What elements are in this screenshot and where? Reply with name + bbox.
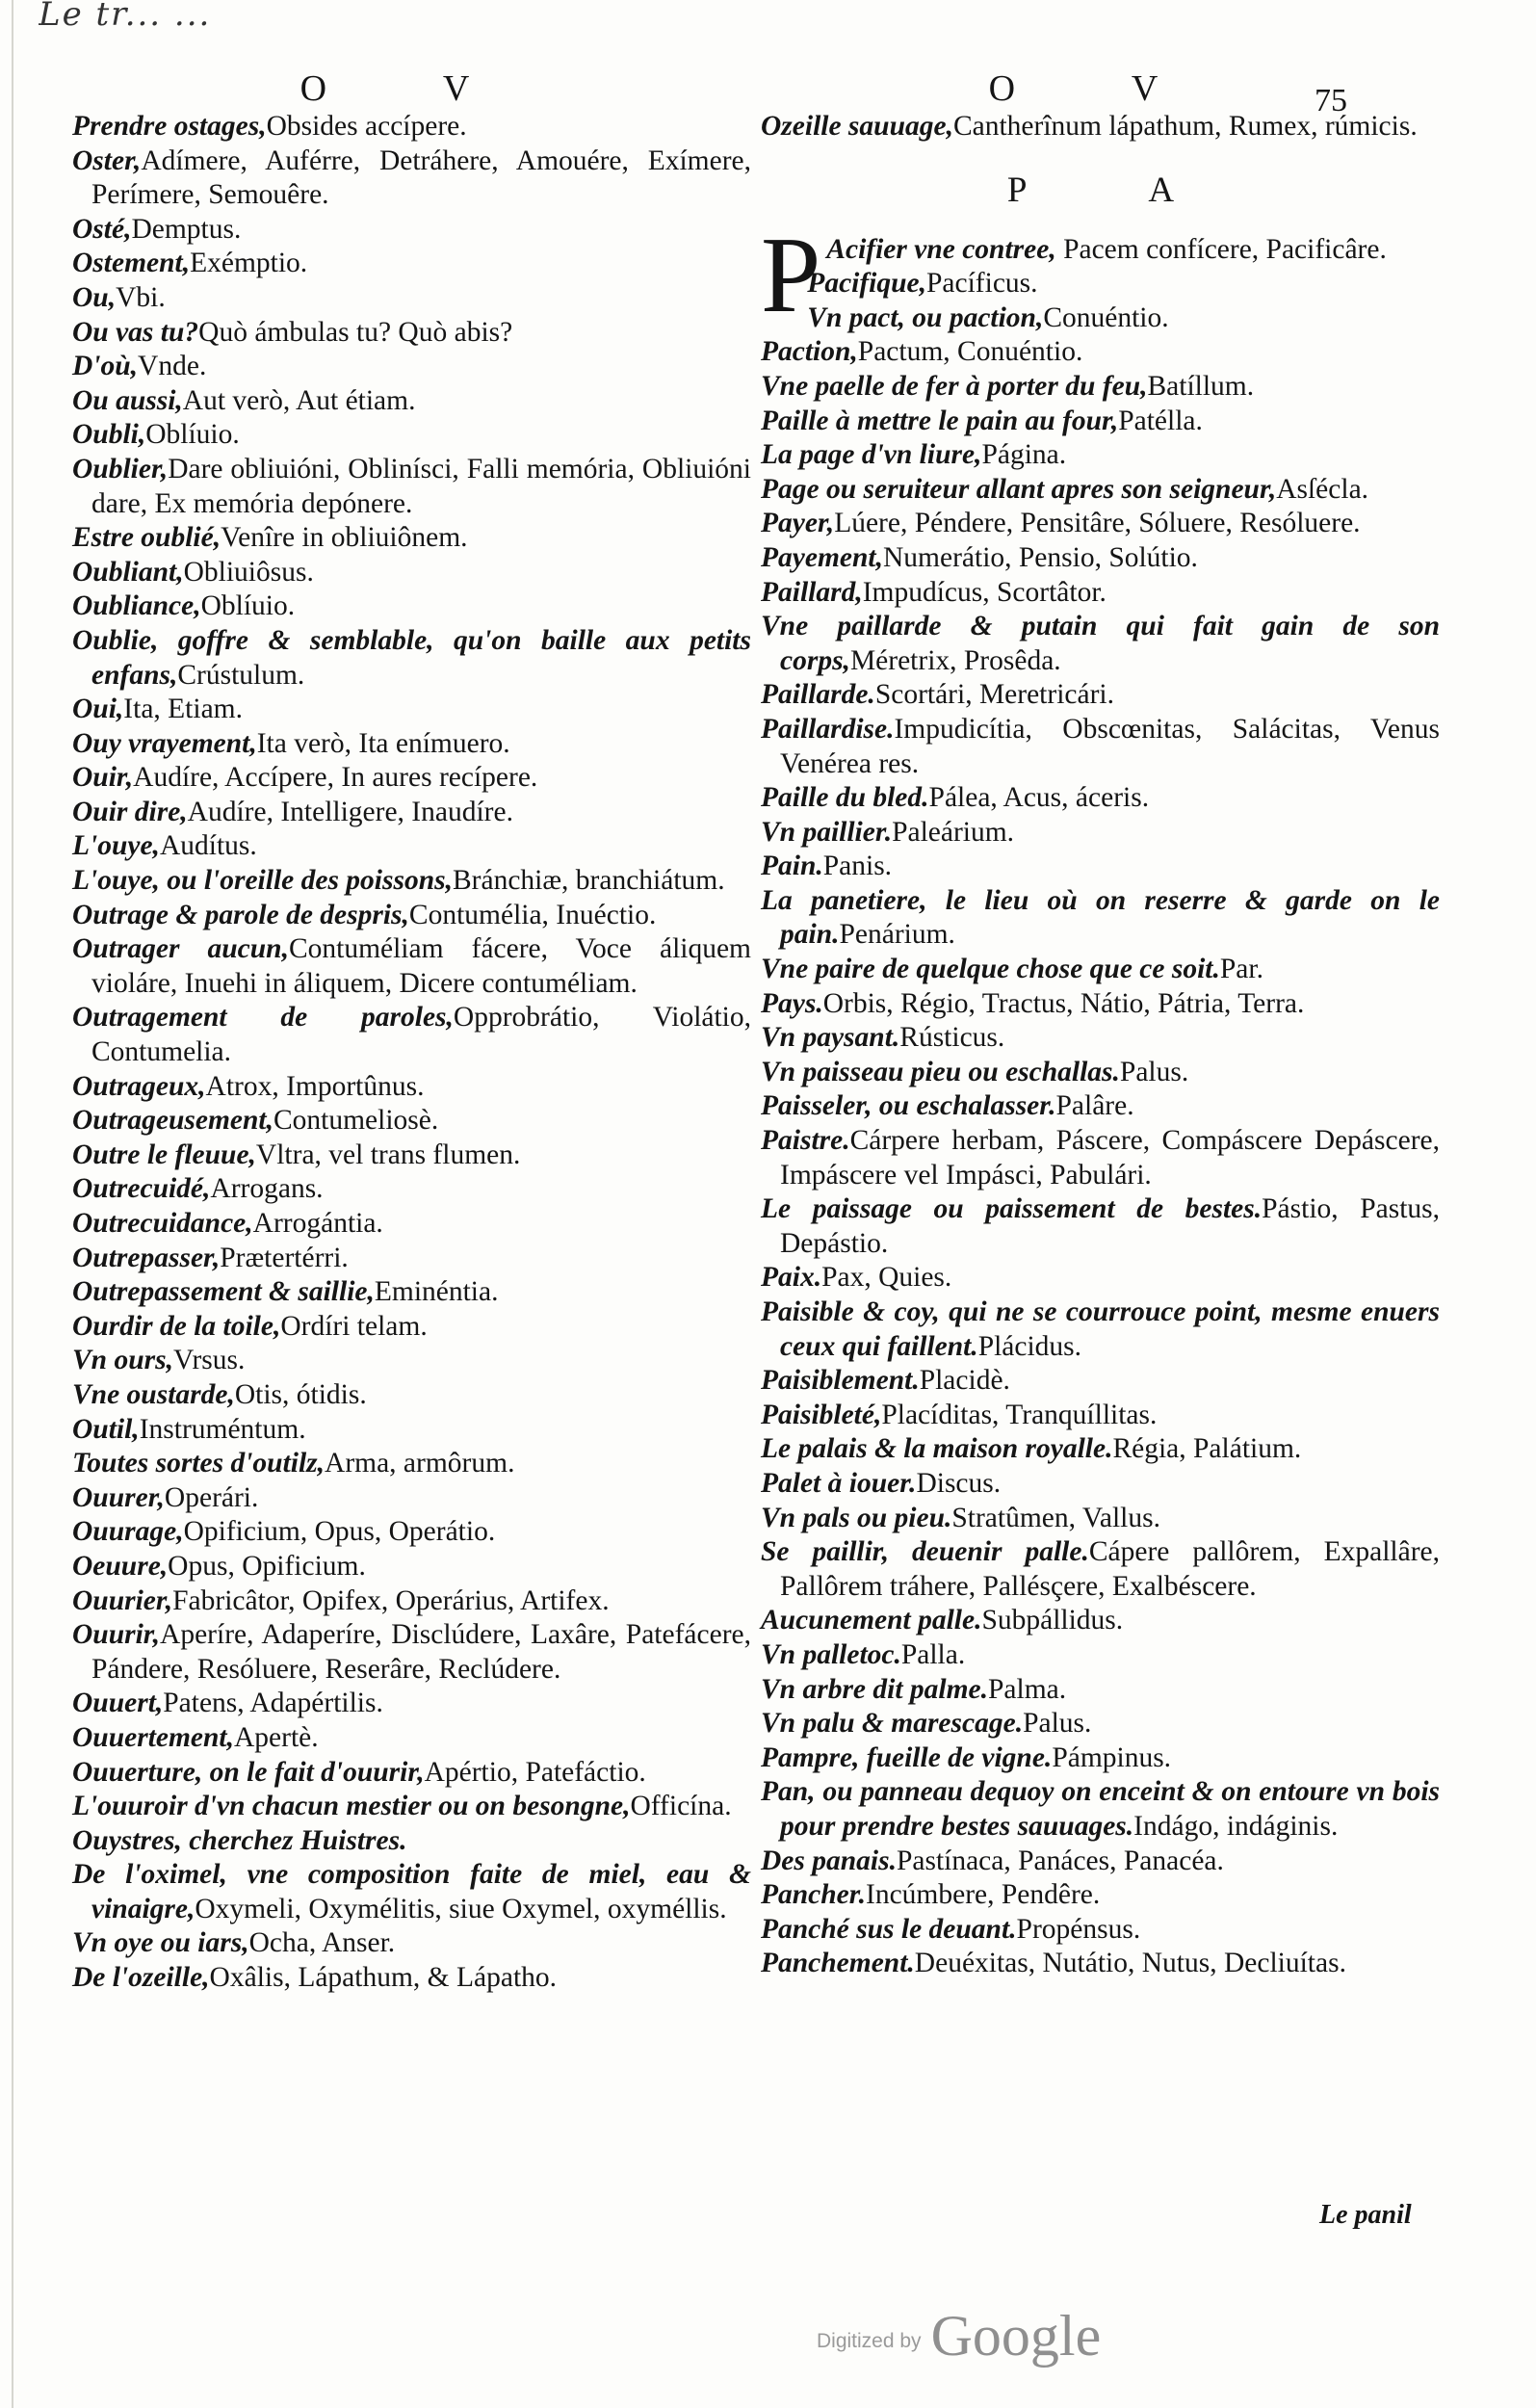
entry-gloss: Batíllum. (1147, 370, 1255, 402)
entry-headword: Le palais & la maison royalle. (761, 1433, 1113, 1465)
entry-headword: Vne paillarde & putain qui fait gain de son corps, (761, 611, 1440, 676)
entry-gloss: Operári. (164, 1481, 259, 1513)
dictionary-entry (72, 1926, 751, 1961)
dictionary-entry (761, 610, 1440, 678)
entry-headword: Pays. (761, 987, 823, 1019)
dictionary-entry (761, 884, 1440, 953)
entry-headword: Paillardise. (761, 713, 895, 745)
entry-gloss: Patens, Adapértilis. (163, 1688, 383, 1719)
dictionary-entry (761, 1089, 1440, 1124)
dictionary-entry (761, 678, 1440, 713)
entry-headword: Outre le fleuue, (72, 1139, 256, 1170)
dictionary-entry (72, 1070, 751, 1105)
dictionary-entry (72, 761, 751, 796)
entry-headword: Pacifique, (807, 268, 927, 300)
entry-gloss: Aut verò, Aut étiam. (182, 384, 416, 416)
entry-headword: Ouuerture, on le fait d'ouurir, (72, 1756, 425, 1788)
entry-gloss: Pámpinus. (1052, 1741, 1172, 1773)
dictionary-entry (761, 335, 1440, 370)
entry-gloss: Numerátio, Pensio, Solútio. (882, 541, 1198, 573)
entry-gloss: Oxymeli, Oxymélitis, siue Oxymel, oxyméllis. (195, 1893, 727, 1924)
dictionary-entry (72, 247, 751, 281)
entry-gloss: Contuméliam fácere, Voce áliquem violáre, Inuehi in áliquem, Dicere contuméliam. (91, 933, 752, 999)
dictionary-entry (761, 267, 1440, 301)
dictionary-entry (72, 384, 751, 419)
digitized-by-label: Digitized by (817, 2330, 922, 2352)
entry-headword: La panetiere, le lieu où on reserre & garde on le pain. (761, 884, 1440, 951)
entry-gloss: Arrogántia. (252, 1208, 383, 1239)
dictionary-entry (72, 932, 751, 1001)
entry-headword: Outragement de paroles, (72, 1002, 454, 1034)
dictionary-entry (72, 1687, 751, 1721)
dictionary-entry (761, 816, 1440, 851)
entry-headword: Ouystres, cherchez Huistres. (72, 1824, 407, 1856)
entry-gloss: Obliuiôsus. (183, 556, 314, 588)
entry-gloss: Oxâlis, Lápathum, & Lápatho. (209, 1962, 558, 1994)
entry-gloss: Officína. (630, 1791, 732, 1822)
entry-headword: Panché sus le deuant. (761, 1913, 1017, 1945)
cropped-top-line: Le tr... ... (39, 0, 212, 29)
entry-headword: Estre oublié, (72, 522, 221, 554)
dictionary-entry (761, 1192, 1440, 1261)
entry-headword: Ouir dire, (72, 796, 188, 827)
entry-gloss: Rústicus. (899, 1022, 1005, 1054)
entry-headword: Toutes sortes d'outilz, (72, 1448, 325, 1479)
entry-headword: Ouir, (72, 762, 134, 794)
entry-headword: Ou, (72, 281, 117, 313)
entry-headword: Outrager aucun, (72, 933, 289, 965)
dictionary-entry (761, 1296, 1440, 1364)
entry-gloss: Lúere, Péndere, Pensitâre, Sóluere, Resóluere. (834, 508, 1361, 539)
dictionary-entry (72, 829, 751, 864)
dictionary-entry (72, 418, 751, 453)
entry-headword: Paisible & coy, qui ne se courrouce point, mesme enuers ceux qui faillent. (761, 1296, 1440, 1362)
dictionary-entry (761, 301, 1440, 336)
entry-gloss: Placidè. (919, 1365, 1010, 1397)
entry-gloss: Indágo, indáginis. (1133, 1810, 1339, 1842)
dictionary-entry (72, 1756, 751, 1791)
entry-headword: Paille à mettre le pain au four, (761, 405, 1119, 436)
entry-headword: Ouurage, (72, 1516, 184, 1548)
entry-headword: Ouurir, (72, 1619, 161, 1651)
entry-headword: Pan, ou panneau dequoy on enceint & on entoure vn bois pour prendre bestes sauuages. (761, 1776, 1440, 1842)
entry-headword: Outrage & parole de despris, (72, 899, 409, 930)
entry-headword: Oublier, (72, 453, 169, 484)
entry-headword: Paisseler, ou eschalasser. (761, 1090, 1056, 1122)
dictionary-entry (72, 727, 751, 762)
entry-headword: Ouy vrayement, (72, 727, 257, 759)
dictionary-entry (72, 1584, 751, 1619)
entry-headword: Paillarde. (761, 679, 875, 711)
entry-headword: Outrageux, (72, 1070, 206, 1102)
entry-gloss: Plácidus. (977, 1330, 1082, 1362)
dictionary-entry (761, 576, 1440, 611)
dictionary-entry (72, 281, 751, 316)
dictionary-entry (72, 1378, 751, 1413)
catchword: Le panil (1319, 2200, 1412, 2230)
entry-gloss: Venîre in obliuiônem. (221, 522, 468, 554)
dictionary-entry (761, 1673, 1440, 1708)
entry-gloss: Contumélia, Inuéctio. (408, 899, 657, 930)
entry-headword: Payer, (761, 508, 835, 539)
entry-headword: Vn paysant. (761, 1022, 900, 1054)
dictionary-entry (761, 1399, 1440, 1433)
entry-headword: Oubliance, (72, 590, 201, 622)
dictionary-entry (72, 1172, 751, 1207)
entry-headword: Paisibleté, (761, 1399, 882, 1430)
dictionary-entry (761, 405, 1440, 439)
dictionary-entry (72, 624, 751, 693)
entry-headword: Pampre, fueille de vigne. (761, 1741, 1053, 1773)
entry-gloss: Propénsus. (1016, 1913, 1141, 1945)
entry-headword: Ouuertement, (72, 1721, 234, 1753)
entry-headword: Palet à iouer. (761, 1467, 917, 1499)
dictionary-entry (72, 899, 751, 933)
dropcap: P (761, 215, 821, 335)
entry-gloss: Aperíre, Adaperíre, Disclúdere, Laxâre, Patefácere, Pándere, Resóluere, Reserâre, Reclúdere. (91, 1619, 751, 1685)
entry-gloss: Deuéxitas, Nutátio, Nutus, Decliuítas. (914, 1948, 1346, 1979)
dictionary-entry (72, 1824, 751, 1859)
entry-gloss: Instruméntum. (139, 1413, 306, 1445)
dictionary-entry (72, 1515, 751, 1550)
entry-headword: Vne paelle de fer à porter du feu, (761, 370, 1148, 402)
entry-headword: Vn palletoc. (761, 1638, 901, 1670)
entry-headword: De l'oximel, vne composition faite de miel, eau & vinaigre, (72, 1859, 751, 1924)
entry-headword: Vn ours, (72, 1345, 173, 1376)
entry-headword: Ou aussi, (72, 384, 183, 416)
entry-headword: Vn oye ou iars, (72, 1927, 249, 1959)
entry-headword: Des panais. (761, 1845, 897, 1876)
entry-headword: Payement, (761, 541, 883, 573)
entry-headword: Outrecuidé, (72, 1173, 211, 1205)
dictionary-entry (761, 110, 1440, 144)
entry-gloss: Placíditas, Tranquíllitas. (881, 1399, 1158, 1430)
right-column-header: O V (988, 68, 1212, 109)
entry-gloss: Oblíuio. (145, 419, 240, 451)
entry-gloss: Obsides accípere. (266, 111, 467, 142)
entry-gloss: Otis, ótidis. (234, 1378, 367, 1410)
entry-headword: Oui, (72, 694, 124, 725)
dictionary-entry (72, 693, 751, 727)
digitized-watermark (817, 2304, 1102, 2368)
entry-headword: Osté, (72, 213, 132, 245)
entry-gloss: Pacem confícere, Pacificâre. (1063, 233, 1387, 265)
entry-gloss: Ordíri telam. (280, 1310, 428, 1342)
entry-gloss: Contumeliosè. (273, 1105, 439, 1137)
dictionary-entry (761, 1467, 1440, 1502)
dictionary-entry (72, 1790, 751, 1824)
dictionary-entry (761, 781, 1440, 816)
entry-headword: Aucunement palle. (761, 1605, 982, 1636)
entry-headword: Paillard, (761, 576, 863, 608)
entry-gloss: Apértio, Patefáctio. (424, 1756, 646, 1788)
entry-gloss: Pax, Quies. (821, 1262, 952, 1294)
entry-gloss: Palma. (988, 1673, 1067, 1705)
entry-headword: L'ouuroir d'vn chacun mestier ou on besongne, (72, 1791, 631, 1822)
entry-headword: Acifier vne contree, (826, 233, 1056, 265)
entry-gloss: Incúmbere, Pendêre. (866, 1879, 1101, 1911)
dictionary-entry (761, 1502, 1440, 1536)
entry-headword: Outrepasser, (72, 1242, 221, 1273)
entry-gloss: Conuéntio. (1043, 301, 1169, 333)
entry-gloss: Cárpere herbam, Páscere, Compáscere Depáscere, Impáscere vel Impásci, Pabulári. (780, 1125, 1440, 1191)
entry-headword: Le paissage ou paissement de bestes. (761, 1193, 1263, 1225)
entry-gloss: Apertè. (234, 1721, 319, 1753)
entry-gloss: Audíre, Accípere, In aures recípere. (133, 762, 538, 794)
entry-headword: L'ouye, ou l'oreille des poissons, (72, 865, 453, 897)
entry-headword: Vn paisseau pieu ou eschallas. (761, 1056, 1120, 1087)
entry-gloss: Pactum, Conuéntio. (857, 336, 1083, 368)
entry-gloss: Cantherînum lápathum, Rumex, rúmicis. (952, 111, 1418, 142)
dictionary-entry (72, 350, 751, 384)
left-column (72, 67, 751, 1996)
entry-gloss: Penárium. (839, 919, 955, 951)
dictionary-entry (761, 1913, 1440, 1948)
dictionary-entry (761, 1707, 1440, 1741)
dictionary-entry (761, 850, 1440, 884)
entry-headword: Vn pact, ou paction, (807, 301, 1044, 333)
left-entries (72, 110, 751, 1996)
dictionary-entry (761, 507, 1440, 541)
entry-gloss: Vrsus. (172, 1345, 246, 1376)
dictionary-entry (72, 1104, 751, 1139)
entry-gloss: Dare obliuióni, Oblinísci, Falli memória, Obliuióni dare, Ex memória depónere. (91, 453, 751, 519)
entry-gloss: Opprobrátio, Violátio, Contumelia. (91, 1002, 751, 1068)
entry-gloss: Arma, armôrum. (325, 1448, 515, 1479)
google-logo: Google (930, 2304, 1102, 2368)
entry-gloss: Bránchiæ, branchiátum. (452, 865, 725, 897)
entry-headword: Ostement, (72, 248, 191, 279)
dictionary-entry (761, 1604, 1440, 1638)
entry-headword: Paisiblement. (761, 1365, 920, 1397)
entry-gloss: Palus. (1119, 1056, 1189, 1087)
entry-gloss: Paleárium. (892, 816, 1015, 848)
entry-gloss: Par. (1219, 954, 1263, 985)
entry-gloss: Opus, Opificium. (168, 1550, 366, 1582)
entry-headword: Oubliant, (72, 556, 184, 588)
dictionary-entry (72, 453, 751, 521)
entry-headword: Outil, (72, 1413, 140, 1445)
dictionary-entry (72, 864, 751, 899)
dictionary-entry (72, 1207, 751, 1242)
dictionary-entry (761, 1432, 1440, 1467)
dictionary-entry (761, 1878, 1440, 1913)
entry-headword: Ou vas tu? (72, 316, 199, 348)
entry-gloss: Vltra, vel trans flumen. (255, 1139, 521, 1170)
entry-gloss: Eminéntia. (374, 1276, 499, 1308)
entry-gloss: Ocha, Anser. (248, 1927, 396, 1959)
entry-headword: Vne oustarde, (72, 1378, 235, 1410)
entry-headword: Ouurier, (72, 1584, 173, 1616)
entry-gloss: Atrox, Importûnus. (205, 1070, 425, 1102)
entry-gloss: Subpállidus. (981, 1605, 1124, 1636)
entry-headword: Oeuure, (72, 1550, 169, 1582)
dictionary-entry (761, 1021, 1440, 1056)
entry-headword: Oublie, goffre & semblable, qu'on baille aux petits enfans, (72, 624, 751, 691)
entry-headword: Se paillir, deuenir palle. (761, 1536, 1089, 1568)
entry-gloss: Pástio, Pastus, Depástio. (780, 1193, 1441, 1259)
section-title: P A (1006, 170, 1233, 210)
page-edge (12, 0, 13, 2408)
dictionary-entry (761, 953, 1440, 987)
entry-gloss: Patélla. (1118, 405, 1203, 436)
right-entries (761, 267, 1440, 1981)
dictionary-entry (72, 1447, 751, 1481)
right-column (761, 67, 1440, 1981)
dictionary-entry (761, 1056, 1440, 1090)
entry-gloss: Scortári, Meretricári. (874, 679, 1114, 711)
entry-headword: L'ouye, (72, 830, 160, 862)
entry-gloss: Crústulum. (177, 659, 305, 691)
dictionary-entry (761, 1261, 1440, 1296)
entry-headword: Paix. (761, 1262, 822, 1294)
entry-gloss: Impudícus, Scortâtor. (862, 576, 1106, 608)
entry-headword: Ozeille sauuage, (761, 111, 953, 142)
entry-gloss: Panis. (822, 851, 893, 882)
dictionary-entry (72, 144, 751, 213)
entry-gloss: Audítus. (159, 830, 257, 862)
entry-gloss: Palâre. (1055, 1090, 1134, 1122)
dictionary-entry (761, 1845, 1440, 1879)
entry-headword: Pain. (761, 851, 823, 882)
dictionary-entry (761, 987, 1440, 1022)
dictionary-entry (761, 1638, 1440, 1673)
entry-headword: Outrageusement, (72, 1105, 273, 1137)
dictionary-entry (72, 1001, 751, 1069)
entry-headword: Oster, (72, 144, 142, 176)
entry-gloss: Página. (981, 439, 1067, 471)
dictionary-entry (72, 213, 751, 248)
dictionary-entry (72, 1310, 751, 1345)
entry-headword: Vn paillier. (761, 816, 893, 848)
right-pre-entries (761, 110, 1440, 144)
dictionary-entry (72, 110, 751, 144)
entry-gloss: Orbis, Régio, Tractus, Nátio, Pátria, Terra. (822, 987, 1305, 1019)
entry-headword: Oubli, (72, 419, 146, 451)
entry-headword: Vn pals ou pieu. (761, 1502, 952, 1533)
entry-gloss: Ita verò, Ita enímuero. (256, 727, 510, 759)
dictionary-entry (72, 1618, 751, 1687)
entry-gloss: Cápere pallôrem, Expallâre, Pallôrem tráhere, Pallésçere, Exalbéscere. (780, 1536, 1440, 1602)
dictionary-entry (761, 1741, 1440, 1776)
entry-gloss: Discus. (916, 1467, 1002, 1499)
entry-gloss: Palus. (1023, 1708, 1092, 1740)
dictionary-entry (72, 1413, 751, 1448)
entry-gloss: Demptus. (131, 213, 242, 245)
entry-gloss: Exémptio. (190, 248, 308, 279)
entry-gloss: Prætertérri. (220, 1242, 349, 1273)
entry-headword: Prendre ostages, (72, 111, 267, 142)
dictionary-entry (72, 556, 751, 590)
entry-headword: La page d'vn liure, (761, 439, 982, 471)
entry-headword: Ouurer, (72, 1481, 165, 1513)
dictionary-entry (761, 1775, 1440, 1844)
entry-gloss: Fabricâtor, Opifex, Operárius, Artifex. (172, 1584, 610, 1616)
left-column-header: O V (299, 68, 524, 109)
entry-headword: Vn palu & marescage. (761, 1708, 1024, 1740)
dictionary-entry (761, 713, 1440, 781)
entry-gloss: Adímere, Auférre, Detráhere, Amouére, Exímere, Perímere, Semouêre. (91, 144, 751, 211)
entry-gloss: Méretrix, Prosêda. (849, 644, 1061, 676)
dictionary-entry (72, 1550, 751, 1584)
entry-headword: Outrepassement & saillie, (72, 1276, 375, 1308)
entry-headword: D'où, (72, 351, 139, 382)
dictionary-entry (72, 1961, 751, 1996)
entry-gloss: Arrogans. (210, 1173, 324, 1205)
entry-gloss: Impudicítia, Obscœnitas, Salácitas, Venus Venérea res. (780, 713, 1440, 779)
dictionary-entry (72, 521, 751, 556)
entry-gloss: Quò ámbulas tu? Quò abis? (198, 316, 513, 348)
entry-gloss: Pálea, Acus, áceris. (928, 782, 1150, 814)
entry-headword: Outrecuidance, (72, 1208, 253, 1239)
entry-gloss: Opificium, Opus, Operátio. (183, 1516, 496, 1548)
dictionary-entry (72, 1275, 751, 1310)
dictionary-entry (761, 438, 1440, 473)
entry-headword: Vn arbre dit palme. (761, 1673, 989, 1705)
dictionary-entry (761, 1124, 1440, 1192)
entry-headword: Ouuert, (72, 1688, 164, 1719)
entry-gloss: Vnde. (138, 351, 207, 382)
entry-gloss: Oblíuio. (200, 590, 296, 622)
entry-gloss: Pastínaca, Panáces, Panacéa. (896, 1845, 1224, 1876)
dictionary-entry (72, 1139, 751, 1173)
dictionary-entry (72, 316, 751, 351)
dictionary-entry (72, 1344, 751, 1378)
entry-gloss: Asſécla. (1276, 473, 1369, 505)
dictionary-entry (72, 589, 751, 624)
entry-headword: Vne paire de quelque chose que ce soit. (761, 954, 1220, 985)
entry-gloss: Audíre, Intelligere, Inaudíre. (187, 796, 513, 827)
entry-headword: Ourdir de la toile, (72, 1310, 281, 1342)
dictionary-entry (72, 1858, 751, 1926)
dictionary-entry (72, 1721, 751, 1756)
entry-headword: Pancher. (761, 1879, 866, 1911)
dictionary-entry (761, 370, 1440, 405)
entry-headword: De l'ozeille, (72, 1962, 210, 1994)
entry-headword: Paistre. (761, 1125, 850, 1157)
dictionary-entry (761, 541, 1440, 576)
entry-headword: Paction, (761, 336, 858, 368)
dictionary-entry (761, 1535, 1440, 1604)
dictionary-entry (72, 1242, 751, 1276)
dictionary-entry (761, 1364, 1440, 1399)
entry-headword: Panchement. (761, 1948, 915, 1979)
entry-headword: Paille du bled. (761, 782, 929, 814)
entry-gloss: Vbi. (116, 281, 166, 313)
entry-gloss: Ita, Etiam. (123, 694, 243, 725)
dictionary-entry (72, 1481, 751, 1516)
dictionary-entry (761, 1947, 1440, 1981)
entry-gloss: Palla. (900, 1638, 966, 1670)
entry-gloss: Stratûmen, Vallus. (951, 1502, 1160, 1533)
entry-gloss: Régia, Palátium. (1112, 1433, 1302, 1465)
dictionary-entry (761, 473, 1440, 508)
entry-headword: Page ou seruiteur allant apres son seigneur, (761, 473, 1277, 505)
entry-gloss: Pacíficus. (926, 268, 1038, 300)
dictionary-entry (72, 796, 751, 830)
page-number: 75 (1315, 83, 1347, 118)
